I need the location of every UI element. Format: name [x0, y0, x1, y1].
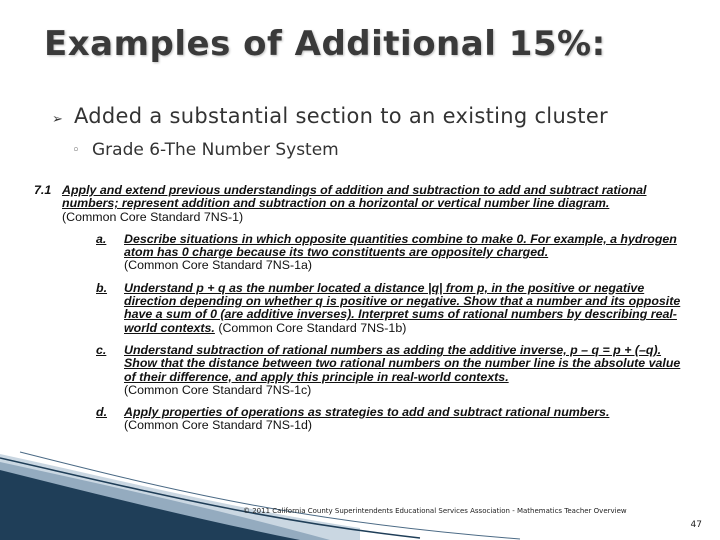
- item-text: Understand subtraction of rational numbers as adding the additive inverse, p – q = p + (–q). Show that the distance between two rational numbers on the number line is the absolute value of their difference, and apply this principle in real-world contexts.: [124, 342, 681, 384]
- slide-title: Examples of Additional 15%:: [44, 24, 606, 64]
- item-letter: a.: [96, 231, 107, 246]
- standard-item-b: [96, 280, 684, 335]
- standard-item-a: [96, 231, 684, 273]
- page-number: 47: [690, 520, 702, 530]
- item-text: Describe situations in which opposite quantities combine to make 0. For example, a hydrogen atom has 0 charge because its two constituents are oppositely charged.: [124, 231, 677, 260]
- circle-bullet-icon: ◦: [72, 143, 80, 158]
- subbullet-text: Grade 6-The Number System: [92, 140, 339, 160]
- standard-block: [34, 184, 684, 433]
- item-ref: (Common Core Standard 7NS-1a): [124, 258, 313, 273]
- standard-ref: (Common Core Standard 7NS-1): [62, 209, 244, 224]
- standard-item-c: [96, 342, 684, 397]
- standard-number: 7.1: [34, 183, 52, 197]
- bullet-text: Added a substantial section to an existing cluster: [74, 104, 608, 128]
- item-ref: (Common Core Standard 7NS-1b): [218, 320, 407, 335]
- item-letter: b.: [96, 280, 108, 295]
- item-text: Apply properties of operations as strategies to add and subtract rational numbers.: [124, 405, 610, 420]
- footer-text: © 2011 California County Superintendents Educational Services Association - Mathematics Teacher Overview: [243, 507, 627, 515]
- item-ref: (Common Core Standard 7NS-1c): [124, 382, 312, 397]
- item-letter: c.: [96, 342, 107, 357]
- decorative-swoosh: [0, 440, 720, 540]
- standard-item-d: [96, 405, 684, 433]
- standard-heading-block: [62, 184, 684, 224]
- standard-heading: Apply and extend previous understandings of addition and subtraction to add and subtract rational numbers; represent addition and subtraction on a horizontal or vertical number line diagram.: [62, 183, 647, 211]
- item-letter: d.: [96, 405, 108, 420]
- item-text: Understand p + q as the number located a distance |q| from p, in the positive or negative direction depending on whether q is positive or negative. Show that a number and its opposite have a sum of 0 (are additive inverses). Interpret sums of rational numbers by describing real-world contexts.: [124, 280, 681, 335]
- arrow-bullet-icon: ➢: [52, 112, 63, 127]
- item-ref: (Common Core Standard 7NS-1d): [124, 418, 313, 433]
